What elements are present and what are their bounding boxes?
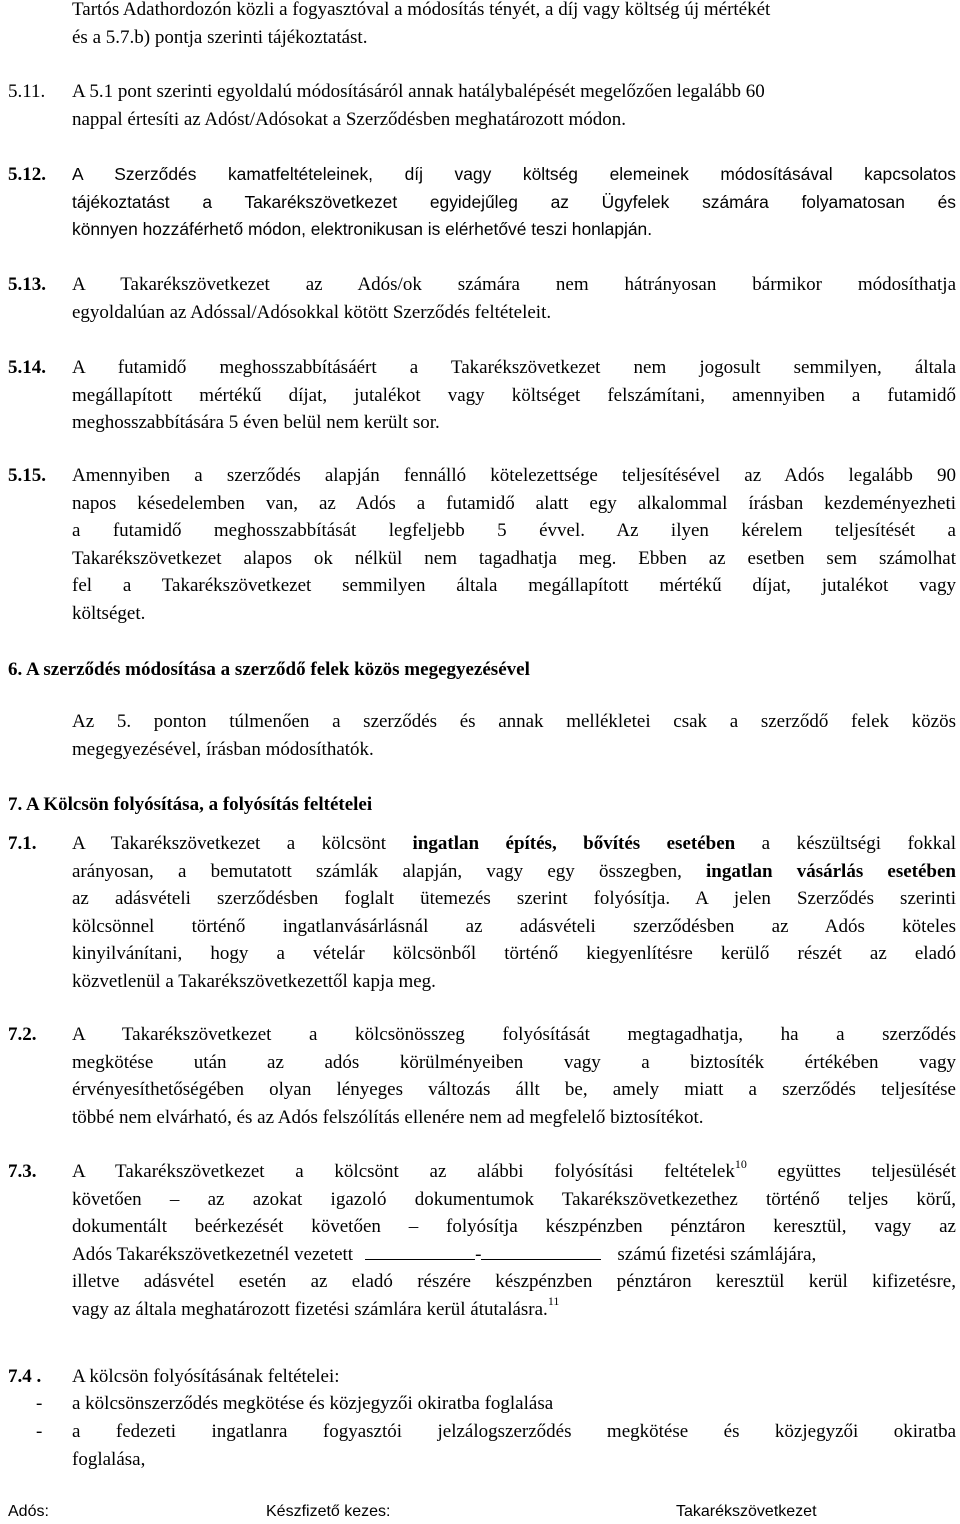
intro-line: és a 5.7.b) pontja szerinti tájékoztatást. <box>72 26 368 48</box>
paragraph-line: A futamidő meghosszabbításáért a Takarékszövetkezet nem jogosult semmilyen, általa <box>72 357 956 378</box>
section-5-15 <box>72 462 956 627</box>
list-item <box>72 1418 956 1473</box>
list-bullet: - <box>36 1393 43 1414</box>
footer-cosigner-label: Készfizető kezes: <box>266 1503 391 1520</box>
paragraph-line: az adásvételi szerződésben foglalt ütemezés szerint folyósítja. A jelen Szerződés szerinti <box>72 888 956 909</box>
section-number-7-3: 7.3. <box>8 1161 37 1182</box>
section-number-5-11: 5.11. <box>8 81 46 102</box>
footnote-ref: 10 <box>734 1156 747 1171</box>
text-run: A Takarékszövetkezet a kölcsönt <box>72 833 413 854</box>
text-run: - <box>475 1243 482 1265</box>
text-run: Adós Takarékszövetkezetnél vezetett <box>72 1243 354 1265</box>
section-number-7-4: 7.4 . <box>8 1366 42 1387</box>
text-run: arányosan, a bemutatott számlák alapján, vagy egy összegben, <box>72 860 707 882</box>
paragraph-line: érvényesíthetőségében olyan lényeges változás állt be, amely miatt a szerződés teljesítése <box>72 1079 956 1100</box>
paragraph-line: követően – az azokat igazoló dokumentumok Takarékszövetkezethez történő teljes körű, <box>72 1188 956 1210</box>
paragraph-line: kölcsönnel történő ingatlanvásárlásnál az adásvételi szerződésben az Adós köteles <box>72 915 956 937</box>
footnote-ref: 11 <box>547 1294 560 1309</box>
blank-field <box>365 1243 475 1260</box>
paragraph-line: megkötése után az adós körülményeiben vagy a biztosíték értékében vagy <box>72 1051 956 1073</box>
section-6-body <box>72 708 956 763</box>
paragraph-line: többé nem elvárható, és az Adós felszólítás ellenére nem ad megfelelő biztosítékot. <box>72 1106 704 1128</box>
text-run: számú fizetési számlájára, <box>617 1243 817 1265</box>
paragraph-line: nappal értesíti az Adóst/Adósokat a Szerződésben meghatározott módon. <box>72 108 627 130</box>
paragraph-line: illetve adásvétel esetén az eladó részére készpénzben pénztáron keresztül kerül kifizetésre, <box>72 1271 956 1292</box>
bold-run: ingatlan vásárlás esetében <box>706 860 956 882</box>
paragraph-line <box>72 1158 956 1186</box>
section-7-1 <box>72 830 956 995</box>
paragraph-line: költséget. <box>72 602 146 624</box>
intro-paragraph <box>72 0 956 51</box>
intro-line: Tartós Adathordozón közli a fogyasztóval a módosítás tényét, a díj vagy költség új mértékét <box>72 0 771 20</box>
paragraph-line: Amennyiben a szerződés alapján fennálló kötelezettsége teljesítésével az Adós legalább 90 <box>72 465 956 486</box>
section-7-4-heading: A kölcsön folyósításának feltételei: <box>72 1366 340 1387</box>
paragraph-line: a fedezeti ingatlanra fogyasztói jelzálogszerződés megkötése és közjegyzői okiratba <box>72 1421 956 1442</box>
text-run: vagy az általa meghatározott fizetési számlára kerül átutalásra. <box>72 1298 548 1320</box>
paragraph-line: egyoldalúan az Adóssal/Adósokkal kötött Szerződés feltételeit. <box>72 301 552 323</box>
section-7-3 <box>72 1158 956 1323</box>
footer-bank-label: Takarékszövetkezet <box>676 1503 817 1520</box>
paragraph-line <box>72 858 956 886</box>
list-item: a kölcsönszerződés megkötése és közjegyzői okiratba foglalása <box>72 1393 554 1414</box>
paragraph-line: könnyen hozzáférhető módon, elektronikusan is elérhetővé teszi honlapján. <box>72 219 653 239</box>
paragraph-line <box>72 830 956 858</box>
section-heading-6: 6. A szerződés módosítása a szerződő felek közös megegyezésével <box>8 659 530 680</box>
paragraph-line: közvetlenül a Takarékszövetkezettől kapja meg. <box>72 970 436 992</box>
paragraph-line: A 5.1 pont szerinti egyoldalú módosításáról annak hatálybalépését megelőzően legalább 60 <box>72 81 765 102</box>
paragraph-line: fel a Takarékszövetkezet semmilyen általa megállapított mértékű díjat, jutalékot vagy <box>72 575 956 596</box>
paragraph-line <box>72 1296 956 1324</box>
paragraph-line: a futamidő meghosszabbítását legfeljebb 5 évvel. Az ilyen kérelem teljesítését a <box>72 520 956 541</box>
blank-field <box>481 1243 601 1260</box>
paragraph-line: napos késedelemben van, az Adós a futamidő alatt egy alkalommal írásban kezdeményezheti <box>72 492 956 514</box>
paragraph-line <box>72 1241 956 1269</box>
section-number-5-13: 5.13. <box>8 274 46 295</box>
list-bullet: - <box>36 1421 43 1442</box>
paragraph-line: foglalása, <box>72 1448 146 1470</box>
section-number-5-15: 5.15. <box>8 465 46 486</box>
section-heading-7: 7. A Kölcsön folyósítása, a folyósítás feltételei <box>8 794 373 815</box>
paragraph-line: tájékoztatást a Takarékszövetkezet egyidejűleg az Ügyfelek számára folyamatosan és <box>72 191 956 212</box>
paragraph-line: meghosszabbítására 5 éven belül nem került sor. <box>72 412 440 433</box>
section-5-12 <box>72 161 956 244</box>
paragraph-line: Takarékszövetkezet alapos ok nélkül nem tagadhatja meg. Ebben az esetben sem számolhat <box>72 547 956 569</box>
section-5-14 <box>72 354 956 437</box>
section-number-7-1: 7.1. <box>8 833 37 854</box>
paragraph-line: kinyilvánítani, hogy a vételár kölcsönből történő kiegyenlítésre kerülő részét az eladó <box>72 943 956 964</box>
paragraph-line: dokumentált beérkezését követően – folyósítja készpénzben pénztáron keresztül, vagy az <box>72 1216 956 1237</box>
bold-run: ingatlan építés, bővítés esetében <box>412 833 736 854</box>
section-number-5-14: 5.14. <box>8 357 46 378</box>
text-run: együttes teljesülését <box>746 1161 956 1182</box>
paragraph-line: A Takarékszövetkezet az Adós/ok számára nem hátrányosan bármikor módosíthatja <box>72 274 956 295</box>
section-5-13 <box>72 271 956 326</box>
section-number-7-2: 7.2. <box>8 1024 37 1045</box>
paragraph-line: megállapított mértékű díjat, jutalékot vagy költséget felszámítani, amennyiben a futamidő <box>72 384 956 406</box>
paragraph-line: A Szerződés kamatfeltételeinek, díj vagy költség elemeinek módosításával kapcsolatos <box>72 164 956 184</box>
text-run: A Takarékszövetkezet a kölcsönt az alábbi folyósítási feltételek <box>72 1161 735 1182</box>
footer-debtor-label: Adós: <box>8 1503 49 1520</box>
section-7-2 <box>72 1021 956 1131</box>
paragraph-line: Az 5. ponton túlmenően a szerződés és annak mellékletei csak a szerződő felek közös <box>72 711 956 732</box>
paragraph-line: megegyezésével, írásban módosíthatók. <box>72 738 374 760</box>
paragraph-line: A Takarékszövetkezet a kölcsönösszeg folyósítását megtagadhatja, ha a szerződés <box>72 1024 956 1045</box>
section-number-5-12: 5.12. <box>8 164 46 185</box>
section-5-11 <box>72 78 956 133</box>
text-run: a készültségi fokkal <box>735 833 957 854</box>
